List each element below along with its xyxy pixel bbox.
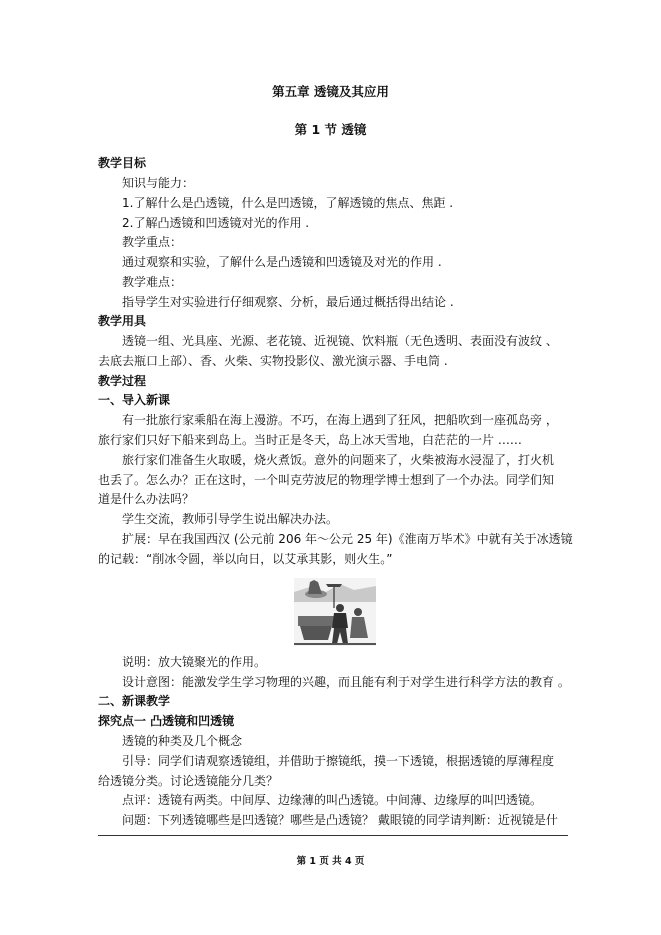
text-line: 说明：放大镜聚光的作用。 [122,655,267,669]
chapter-title: 第五章 透镜及其应用 [272,84,389,99]
heading-new-lesson: 二、新课教学 [98,694,171,708]
text-line: 2.了解凸透镜和凹透镜对光的作用 . [122,216,310,230]
text-line: 旅行家们准备生火取暖，烧火煮饭。意外的问题来了，火柴被海水浸湿了，打火机 [122,453,555,467]
text-line: 引导：同学们请观察透镜组，并借助于擦镜纸，摸一下透镜，根据透镜的厚薄程度 [122,754,555,768]
heading-explore-point-1: 探究点一 凸透镜和凹透镜 [98,714,235,728]
text-line: 给透镜分类。讨论透镜能分几类？ [98,774,279,788]
text-line: 指导学生对实验进行仔细观察、分析，最后通过概括得出结论 . [122,295,454,309]
text-line: 旅行家们只好下船来到岛上。当时正是冬天，岛上冰天雪地，白茫茫的一片 …… [98,433,522,447]
text-line: 去底去瓶口上部）、香、火柴、实物投影仪、激光演示器、手电筒 . [98,354,448,368]
heading-teaching-tools: 教学用具 [98,314,147,328]
text-line: 问题：下列透镜哪些是凹透镜？哪些是凸透镜？ 戴眼镜的同学请判断：近视镜是什 [122,813,558,827]
text-line: 学生交流，教师引导学生说出解决办法。 [122,512,339,526]
heading-intro: 一、导入新课 [98,393,171,407]
heading-teaching-goals: 教学目标 [98,156,147,170]
text-line: 道是什么办法吗？ [98,492,195,506]
section-title: 第 1 节 透镜 [294,122,367,137]
text-line: 的记载：“削冰令圆，举以向日，以艾承其影，则火生。” [98,552,393,566]
text-line: 也丢了。怎么办？正在这时，一个叫克劳波尼的物理学博士想到了一个办法。同学们知 [98,473,555,487]
footer-divider [98,835,568,836]
ice-lens-illustration [294,578,376,646]
text-line: 设计意图：能激发学生学习物理的兴趣，而且能有利于对学生进行科学方法的教育 。 [122,675,570,689]
text-line: 教学重点： [122,235,183,249]
text-line: 通过观察和实验，了解什么是凸透镜和凹透镜及对光的作用 . [122,255,442,269]
text-line: 透镜一组、光具座、光源、老花镜、近视镜、饮料瓶（无色透明、表面没有波纹 、 [122,334,558,348]
text-line: 扩展：早在我国西汉 (公元前 206 年～公元 25 年)《淮南万毕术》中就有关于冰透镜 [122,532,573,546]
text-line: 1.了解什么是凸透镜，什么是凹透镜，了解透镜的焦点、焦距 . [122,196,454,210]
text-line: 教学难点： [122,275,183,289]
page-number-footer: 第 1 页 共 4 页 [296,856,365,867]
text-line: 点评：透镜有两类。中间厚、边缘薄的叫凸透镜。中间薄、边缘厚的叫凹透镜。 [122,793,543,807]
text-line: 有一批旅行家乘船在海上漫游。不巧，在海上遇到了狂风，把船吹到一座孤岛旁 ， [122,413,558,427]
heading-teaching-process: 教学过程 [98,374,147,388]
text-line: 透镜的种类及几个概念 [122,734,243,748]
text-line: 知识与能力： [122,176,195,190]
